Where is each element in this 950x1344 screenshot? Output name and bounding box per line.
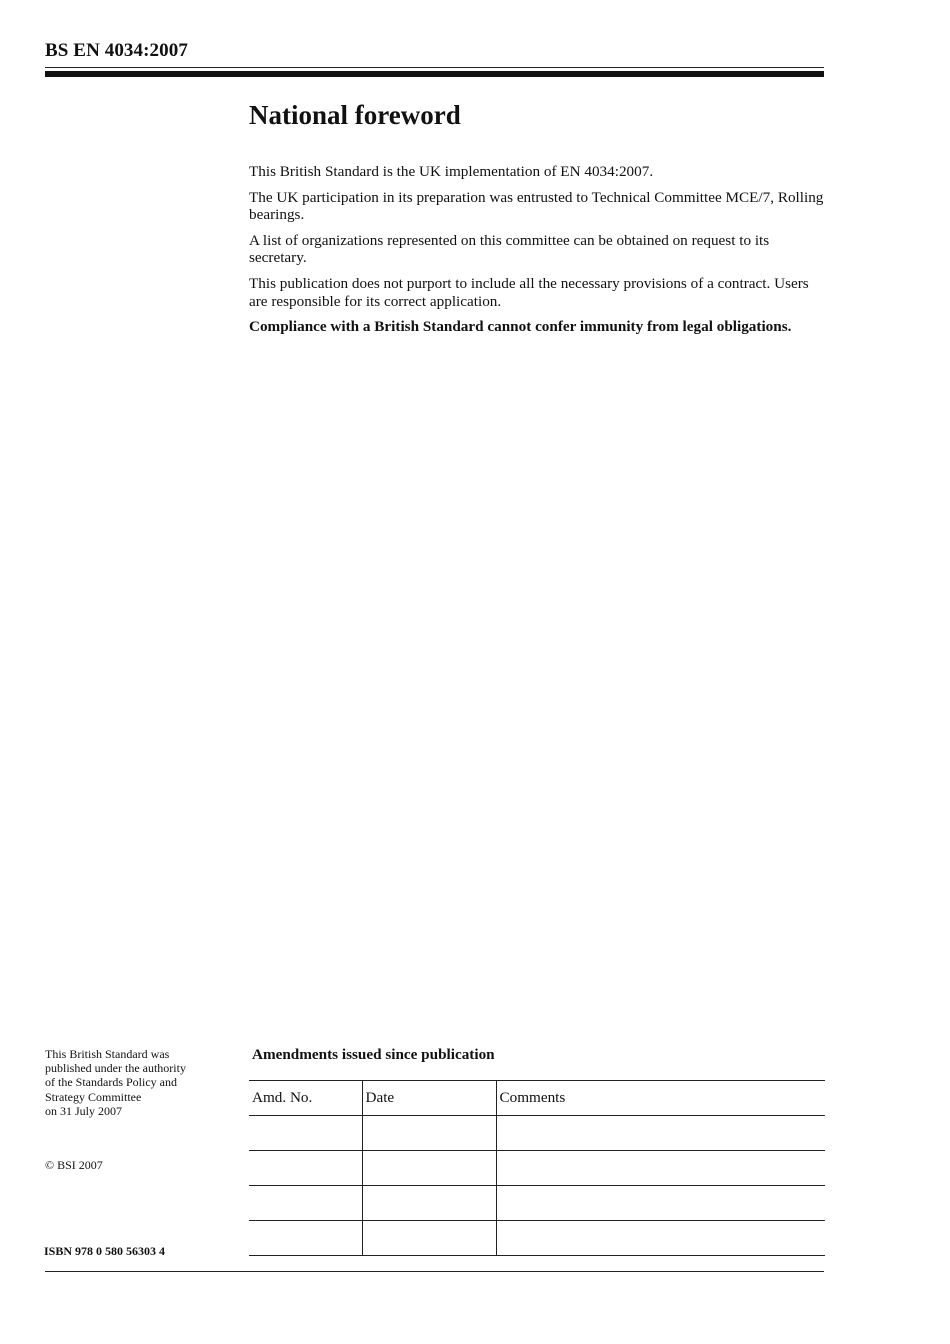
foreword-paragraph: The UK participation in its preparation was entrusted to Technical Committee MCE/7, Rolling bearings. [249,188,824,224]
publication-line: Strategy Committee [45,1089,142,1104]
foreword-paragraph: A list of organizations represented on this committee can be obtained on request to its secretary. [249,231,770,267]
table-cell [496,1186,825,1221]
table-cell [249,1186,362,1221]
table-cell [249,1116,362,1151]
table-cell [496,1221,825,1256]
table-cell [496,1151,825,1186]
table-cell [249,1221,362,1256]
footer-rule [45,1271,824,1272]
publication-line: published under the authority [45,1061,186,1076]
foreword-paragraph: This British Standard is the UK implementation of EN 4034:2007. [249,163,654,180]
header-rule-thick [45,71,824,77]
table-cell [362,1221,496,1256]
column-header-comments: Comments [496,1081,825,1116]
publication-line: This British Standard was [45,1047,170,1061]
table-header-row [249,1081,825,1116]
compliance-statement: Compliance with a British Standard cannot confer immunity from legal obligations. [249,318,792,336]
table-cell [362,1116,496,1151]
table-cell [362,1186,496,1221]
table-row [249,1221,825,1256]
table-cell [249,1151,362,1186]
isbn: ISBN 978 0 580 56303 4 [44,1244,166,1258]
table-cell [496,1116,825,1151]
amendments-table [249,1080,825,1256]
table-row [249,1116,825,1151]
foreword-body [249,163,827,344]
table-cell [362,1151,496,1186]
publication-line: of the Standards Policy and [45,1075,177,1090]
table-row [249,1151,825,1186]
column-header-date: Date [362,1081,496,1116]
amendments-title: Amendments issued since publication [252,1046,495,1063]
table-row [249,1186,825,1221]
publication-info [45,1047,235,1118]
copyright-notice: © BSI 2007 [45,1158,103,1172]
foreword-paragraph: This publication does not purport to include all the necessary provisions of a contract. Users are responsible for its correct application. [249,274,809,310]
header-rule-thin [45,67,824,68]
document-id: BS EN 4034:2007 [45,40,188,61]
publication-line: on 31 July 2007 [45,1103,123,1118]
page-title: National foreword [249,100,461,130]
column-header-amd-no: Amd. No. [249,1081,362,1116]
